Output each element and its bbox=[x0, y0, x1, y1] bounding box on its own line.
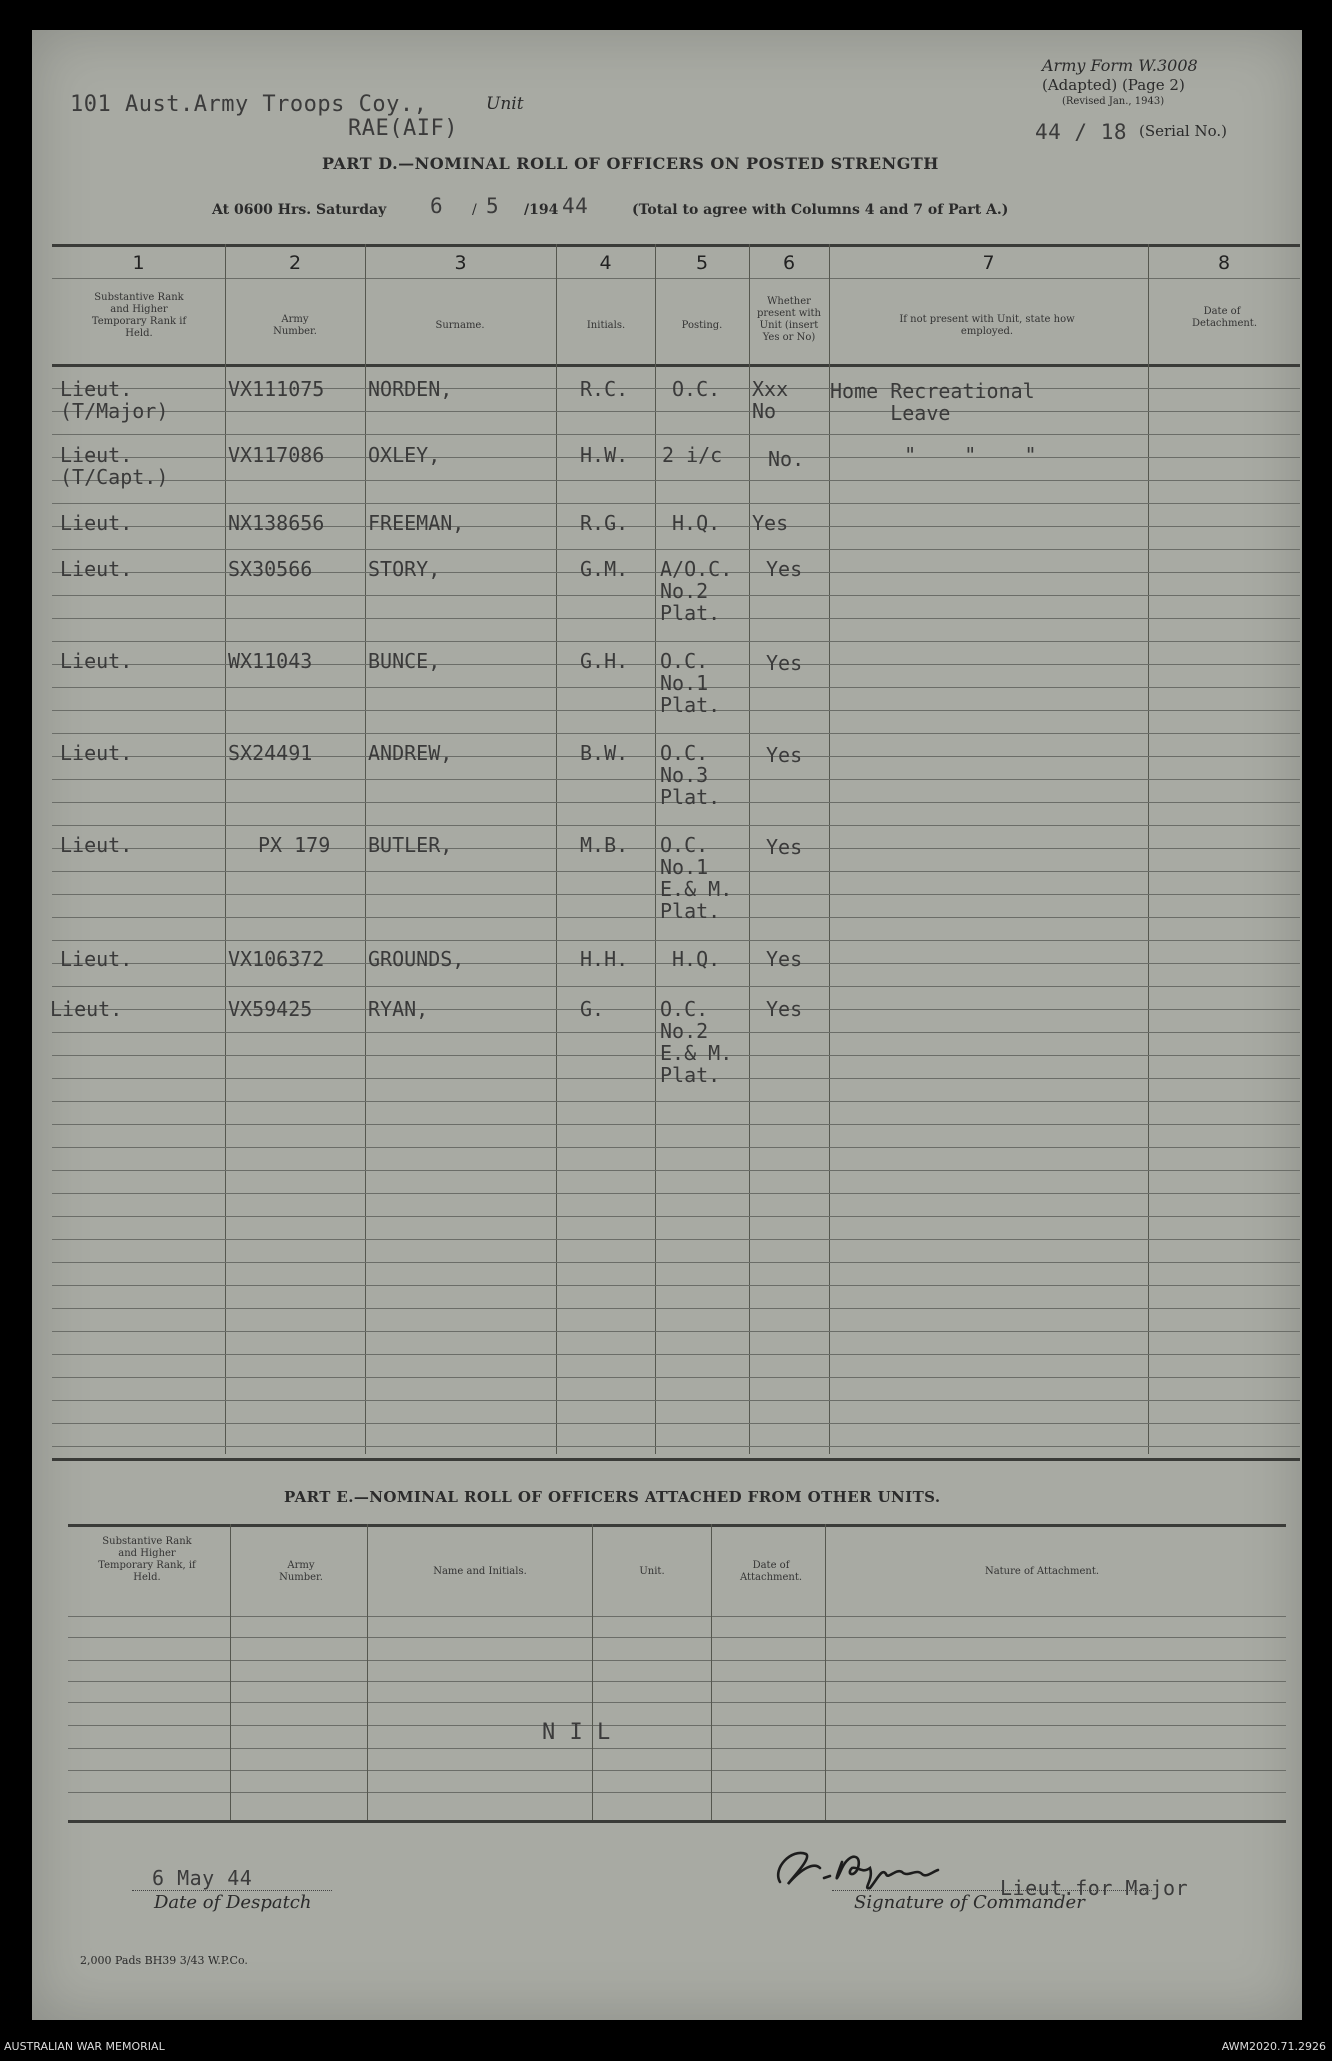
ruled-line bbox=[52, 825, 1300, 826]
at-prefix: At 0600 Hrs. Saturday bbox=[212, 202, 387, 218]
col-num-2: 2 bbox=[288, 252, 302, 274]
ruled-line bbox=[52, 641, 1300, 642]
row-rank: Lieut. bbox=[60, 649, 133, 673]
row-army-number: VX106372 bbox=[228, 947, 325, 971]
row-initials: G.H. bbox=[580, 649, 629, 673]
row-rank: Lieut. (T/Capt.) bbox=[60, 443, 169, 489]
ruled-line bbox=[52, 1262, 1300, 1263]
col-num-5: 5 bbox=[695, 252, 709, 274]
row-army-number: PX 179 bbox=[258, 833, 331, 857]
row-surname: ANDREW, bbox=[368, 741, 453, 765]
row-army-number: VX59425 bbox=[228, 997, 313, 1021]
row-army-number: VX111075 bbox=[228, 377, 325, 401]
archive-right: AWM2020.71.2926 bbox=[1221, 2040, 1326, 2053]
e-col-army-number: Army Number. bbox=[279, 1560, 323, 1583]
col-head-rank: Substantive Rank and Higher Temporary Rank if Held. bbox=[91, 292, 187, 339]
row-present: Yes bbox=[766, 651, 803, 675]
row-employed: " " " bbox=[880, 443, 1037, 467]
row-initials: H.H. bbox=[580, 947, 629, 971]
row-present: Yes bbox=[766, 997, 803, 1021]
row-surname: NORDEN, bbox=[368, 377, 453, 401]
row-initials: B.W. bbox=[580, 741, 629, 765]
col-num-6: 6 bbox=[782, 252, 796, 274]
row-present: Yes bbox=[766, 557, 803, 581]
part-e-title: PART E.—NOMINAL ROLL OF OFFICERS ATTACHED FROM OTHER UNITS. bbox=[284, 1488, 941, 1506]
row-army-number: SX30566 bbox=[228, 557, 313, 581]
row-present: No. bbox=[768, 447, 805, 471]
row-rank: Lieut. bbox=[60, 511, 133, 535]
col-head-detachment: Date of Detachment. bbox=[1192, 306, 1257, 329]
ruled-line bbox=[52, 1170, 1300, 1171]
row-initials: R.G. bbox=[580, 511, 629, 535]
col-num-4: 4 bbox=[599, 252, 612, 274]
despatch-date: 6 May 44 bbox=[152, 1866, 253, 1890]
print-code: 2,000 Pads BH39 3/43 W.P.Co. bbox=[80, 1954, 248, 1967]
row-employed: Home Recreational Leave bbox=[830, 379, 1035, 425]
form-revised: (Revised Jan., 1943) bbox=[1062, 96, 1165, 107]
unit-label: Unit bbox=[486, 94, 524, 114]
nil-entry: N I L bbox=[542, 1720, 611, 1745]
form-page: 101 Aust.Army Troops Coy., Unit RAE(AIF) Army Form W.3008 (Adapted) (Page 2) (Revised Jan., 1943) 44 / 18 (Serial No.) PART D.—NOMINAL ROLL OF OFFICERS ON POSTED STRENGTH At 0600 Hrs. Saturday 6 / 5 /194 44 (Total to agree with Columns 4 and 7 of Part A.) 1 2 3 4 5 6 7 8 Substantive Rank and Higher Temporary Rank if Held. Army Number. Surname. Initials. Posting. Whether present with Unit (insert Yes or No) If not present with Unit, state how employed. Date of Detachment. Lieut. (T/Major) VX111075 NORDEN, R.C. O.C. Xxx No Home Recreational Leave Lieut. (T/Capt.) VX117086 OXLEY, H.W. 2 i/c No. " " " Lieut. NX138656 FREEMAN, R.G. H.Q. Yes Lieut. SX30566 STORY, G.M. A/O.C. No.2 Plat. Yes Lieut. WX11043 BUNCE, G.H. O.C. No.1 Plat. Yes Lieut. SX24491 ANDREW, B.W. O.C. No.3 Plat. Yes Lieut. PX 179 BUTLER, M.B. O.C. No.1 E.& M. Plat. Yes Lieut. VX106372 GROUNDS, H.H. H.Q. Yes Lieut. VX59425 RYAN, G. O.C. No.2 E.& M. Plat. Yes PART E.—NOMINAL ROLL OF OFFICERS ATTACHED FROM OTHER UNITS. Substantive Rank and Higher Temporary Rank, if Held. Army Number. Name and Initials. Unit. Date of Attachment. Nature of Attachment. N I L 6 May 44 Date of Despatch Signature of Commander Lieut.for Major 2,000 Pads BH39 3/43 W.P.Co. bbox=[32, 30, 1302, 2020]
unit-name-2: RAE(AIF) bbox=[348, 116, 458, 141]
col-head-posting: Posting. bbox=[681, 320, 723, 331]
row-posting: O.C. No.1 E.& M. Plat. bbox=[660, 833, 733, 923]
col-head-initials: Initials. bbox=[586, 320, 626, 331]
row-initials: G. bbox=[580, 997, 605, 1021]
ruled-line bbox=[52, 480, 1300, 481]
ruled-line bbox=[52, 1423, 1300, 1424]
row-present: Xxx No bbox=[752, 377, 789, 423]
ruled-line bbox=[52, 1285, 1300, 1286]
ruled-line bbox=[52, 1216, 1300, 1217]
serial-value: 44 / 18 bbox=[1035, 120, 1128, 144]
col-head-employed: If not present with Unit, state how employed. bbox=[899, 314, 1075, 337]
ruled-line bbox=[52, 503, 1300, 504]
e-col-nature: Nature of Attachment. bbox=[984, 1566, 1100, 1577]
row-surname: OXLEY, bbox=[368, 443, 441, 467]
row-surname: GROUNDS, bbox=[368, 947, 465, 971]
row-posting: A/O.C. No.2 Plat. bbox=[660, 557, 733, 625]
row-surname: BUTLER, bbox=[368, 833, 453, 857]
ruled-line bbox=[52, 1446, 1300, 1447]
col-num-1: 1 bbox=[132, 252, 145, 274]
row-posting: H.Q. bbox=[672, 511, 721, 535]
ruled-line bbox=[52, 1124, 1300, 1125]
ruled-line bbox=[52, 1193, 1300, 1194]
col-head-surname: Surname. bbox=[435, 320, 485, 331]
col-head-present: Whether present with Unit (insert Yes or No) bbox=[756, 296, 821, 343]
row-rank: Lieut. bbox=[60, 947, 133, 971]
part-d-title: PART D.—NOMINAL ROLL OF OFFICERS ON POSTED STRENGTH bbox=[322, 154, 939, 173]
row-surname: RYAN, bbox=[368, 997, 429, 1021]
signature-typed: Lieut.for Major bbox=[1000, 1876, 1189, 1900]
ruled-line bbox=[52, 986, 1300, 987]
row-present: Yes bbox=[766, 835, 803, 859]
signature-label: Signature of Commander bbox=[854, 1892, 1085, 1913]
e-col-name: Name and Initials. bbox=[433, 1566, 527, 1577]
e-col-rank: Substantive Rank and Higher Temporary Rank, if Held. bbox=[98, 1536, 196, 1583]
row-rank: Lieut. (T/Major) bbox=[60, 377, 169, 423]
row-present: Yes bbox=[766, 743, 803, 767]
row-rank: Lieut. bbox=[60, 741, 133, 765]
form-adapted: (Adapted) (Page 2) bbox=[1042, 76, 1185, 94]
row-posting: O.C. No.1 Plat. bbox=[660, 649, 721, 717]
year-value: 44 bbox=[562, 194, 589, 218]
total-note: (Total to agree with Columns 4 and 7 of Part A.) bbox=[632, 202, 1009, 218]
e-col-unit: Unit. bbox=[639, 1566, 665, 1577]
month-value: 5 bbox=[486, 194, 500, 218]
despatch-label: Date of Despatch bbox=[154, 1892, 312, 1913]
row-posting: O.C. bbox=[672, 377, 721, 401]
row-posting: O.C. No.2 E.& M. Plat. bbox=[660, 997, 733, 1087]
ruled-line bbox=[52, 1354, 1300, 1355]
serial-label: (Serial No.) bbox=[1139, 122, 1227, 140]
row-posting: O.C. No.3 Plat. bbox=[660, 741, 721, 809]
col-num-3: 3 bbox=[454, 252, 467, 274]
form-title: Army Form W.3008 bbox=[1042, 56, 1198, 75]
row-present: Yes bbox=[752, 511, 789, 535]
row-rank: Lieut. bbox=[60, 557, 133, 581]
ruled-line bbox=[52, 1147, 1300, 1148]
row-rank: Lieut. bbox=[60, 833, 133, 857]
ruled-line bbox=[52, 1377, 1300, 1378]
row-surname: FREEMAN, bbox=[368, 511, 465, 535]
day-value: 6 bbox=[430, 194, 444, 218]
row-surname: STORY, bbox=[368, 557, 441, 581]
row-initials: G.M. bbox=[580, 557, 629, 581]
row-army-number: WX11043 bbox=[228, 649, 313, 673]
ruled-line bbox=[52, 549, 1300, 550]
row-initials: R.C. bbox=[580, 377, 629, 401]
row-posting: 2 i/c bbox=[662, 443, 723, 467]
unit-name: 101 Aust.Army Troops Coy., bbox=[70, 92, 428, 117]
ruled-line bbox=[52, 411, 1300, 412]
signature-mark bbox=[762, 1838, 962, 1898]
year-prefix: /194 bbox=[524, 202, 559, 218]
col-num-7: 7 bbox=[982, 252, 995, 274]
row-army-number: VX117086 bbox=[228, 443, 325, 467]
col-num-8: 8 bbox=[1217, 252, 1231, 274]
row-posting: H.Q. bbox=[672, 947, 721, 971]
archive-left: AUSTRALIAN WAR MEMORIAL bbox=[4, 2040, 165, 2053]
row-army-number: SX24491 bbox=[228, 741, 313, 765]
e-col-date: Date of Attachment. bbox=[739, 1560, 803, 1583]
ruled-line bbox=[52, 1101, 1300, 1102]
ruled-line bbox=[52, 733, 1300, 734]
row-present: Yes bbox=[766, 947, 803, 971]
row-initials: M.B. bbox=[580, 833, 629, 857]
ruled-line bbox=[52, 1400, 1300, 1401]
row-initials: H.W. bbox=[580, 443, 629, 467]
col-head-army-number: Army Number. bbox=[273, 314, 317, 337]
row-surname: BUNCE, bbox=[368, 649, 441, 673]
row-rank: Lieut. bbox=[50, 997, 123, 1021]
row-army-number: NX138656 bbox=[228, 511, 325, 535]
ruled-line bbox=[52, 1239, 1300, 1240]
ruled-line bbox=[52, 434, 1300, 435]
ruled-line bbox=[52, 940, 1300, 941]
ruled-line bbox=[52, 1308, 1300, 1309]
ruled-line bbox=[52, 1331, 1300, 1332]
